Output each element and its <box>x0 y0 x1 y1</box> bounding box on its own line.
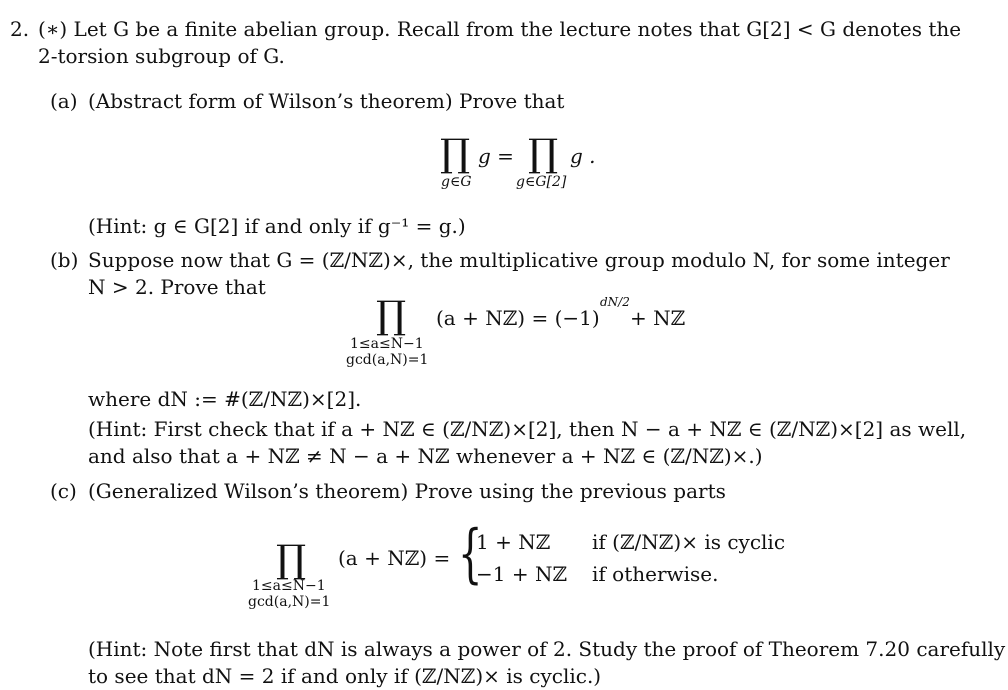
part-c-text: (Generalized Wilson’s theorem) Prove using the previous parts <box>88 479 726 503</box>
part-b-product: ∏ <box>376 293 407 337</box>
part-c-case-1-cond: if (ℤ/Nℤ)× is cyclic <box>592 530 786 554</box>
part-b-label: (b) <box>50 248 79 272</box>
part-b-sub-1: 1≤a≤N−1 <box>350 336 424 352</box>
part-a-product-right: ∏ <box>528 131 559 175</box>
part-a-hint: (Hint: g ∈ G[2] if and only if g⁻¹ = g.) <box>88 214 466 238</box>
part-a-g-end: g . <box>570 144 596 168</box>
part-c-case-2-value: −1 + Nℤ <box>476 562 568 586</box>
part-c-case-1-value: 1 + Nℤ <box>476 530 551 554</box>
part-a-label: (a) <box>50 89 78 113</box>
part-c-hint-1: (Hint: Note first that dN is always a power of 2. Study the proof of Theorem 7.20 carefully <box>88 637 1006 661</box>
part-c-brace: { <box>458 517 483 591</box>
part-b-eq-body: (a + Nℤ) = (−1) <box>436 306 600 330</box>
problem-number: 2. <box>10 17 30 41</box>
part-c-case-2-cond: if otherwise. <box>592 562 719 586</box>
part-b-exponent: dN/2 <box>600 295 630 309</box>
part-b-hint-2: and also that a + Nℤ ≠ N − a + Nℤ whenever a + Nℤ ∈ (ℤ/Nℤ)×.) <box>88 444 763 468</box>
problem-intro-line-2: 2-torsion subgroup of G. <box>38 44 285 68</box>
part-c-sub-2: gcd(a,N)=1 <box>248 594 331 610</box>
part-c-product: ∏ <box>276 537 307 581</box>
part-a-product-left: ∏ <box>440 131 471 175</box>
part-c-eq-body: (a + Nℤ) = <box>338 546 451 570</box>
part-c-sub-1: 1≤a≤N−1 <box>252 578 326 594</box>
part-c-hint-2: to see that dN = 2 if and only if (ℤ/Nℤ)× is cyclic.) <box>88 664 602 688</box>
part-b-text-2: N > 2. Prove that <box>88 275 266 299</box>
part-a-sub-left: g∈G <box>441 174 472 190</box>
part-a-sub-right: g∈G[2] <box>516 174 567 190</box>
part-c-label: (c) <box>50 479 77 503</box>
part-a-g-equals: g = <box>478 144 514 168</box>
part-b-where: where dN := #(ℤ/Nℤ)×[2]. <box>88 387 362 411</box>
part-a-text: (Abstract form of Wilson’s theorem) Prove that <box>88 89 565 113</box>
part-b-sub-2: gcd(a,N)=1 <box>346 352 429 368</box>
problem-intro-line-1: (∗) Let G be a finite abelian group. Recall from the lecture notes that G[2] < G denotes the <box>38 17 962 41</box>
part-b-text-1: Suppose now that G = (ℤ/Nℤ)×, the multiplicative group modulo N, for some integer <box>88 248 950 272</box>
part-b-hint-1: (Hint: First check that if a + Nℤ ∈ (ℤ/Nℤ)×[2], then N − a + Nℤ ∈ (ℤ/Nℤ)×[2] as well, <box>88 417 967 441</box>
part-b-eq-tail: + Nℤ <box>630 306 686 330</box>
